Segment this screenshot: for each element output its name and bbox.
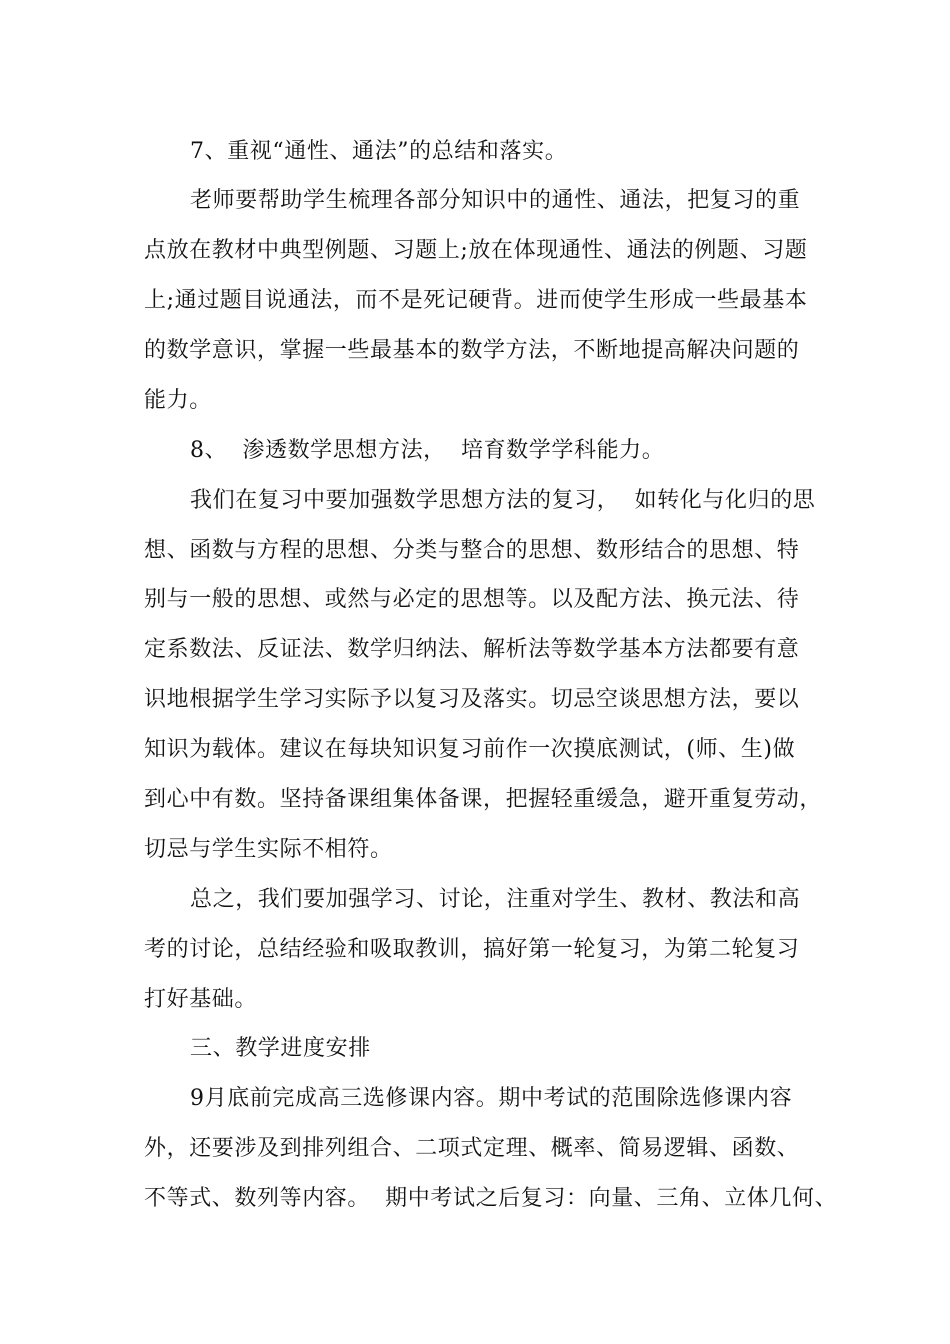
paragraph-line: 总之，我们要加强学习、讨论，注重对学生、教材、教法和高 — [190, 887, 801, 912]
paragraph-line: 老师要帮助学生梳理各部分知识中的通性、通法，把复习的重 — [190, 188, 801, 213]
paragraph-line: 考的讨论，总结经验和吸取教训，搞好第一轮复习，为第二轮复习 — [144, 937, 800, 962]
paragraph-line: 打好基础。 — [144, 987, 258, 1012]
paragraph-line: 不等式、数列等内容。 期中考试之后复习：向量、三角、立体几何、 — [144, 1186, 838, 1211]
paragraph-line: 定系数法、反证法、数学归纳法、解析法等数学基本方法都要有意 — [144, 637, 800, 662]
heading-7: 7、重视“通性、通法”的总结和落实。 — [190, 139, 568, 164]
paragraph-line: 9月底前完成高三选修课内容。期中考试的范围除选修课内容 — [190, 1086, 793, 1111]
paragraph-line: 别与一般的思想、或然与必定的思想等。以及配方法、换元法、待 — [144, 587, 800, 612]
paragraph-line: 知识为载体。建议在每块知识复习前作一次摸底测试，(师、生)做 — [144, 737, 796, 762]
paragraph-line: 上;通过题目说通法，而不是死记硬背。进而使学生形成一些最基本 — [144, 288, 808, 313]
section-heading: 三、教学进度安排 — [190, 1036, 371, 1061]
paragraph-line: 能力。 — [144, 388, 212, 413]
paragraph-line: 外，还要涉及到排列组合、二项式定理、概率、简易逻辑、函数、 — [144, 1136, 800, 1161]
paragraph-line: 到心中有数。坚持备课组集体备课，把握轻重缓急，避开重复劳动， — [144, 787, 823, 812]
paragraph-line: 点放在教材中典型例题、习题上;放在体现通性、通法的例题、习题 — [144, 238, 808, 263]
paragraph-line: 识地根据学生学习实际予以复习及落实。切忌空谈思想方法，要以 — [144, 687, 800, 712]
paragraph-line: 切忌与学生实际不相符。 — [144, 837, 393, 862]
paragraph-line: 的数学意识，掌握一些最基本的数学方法，不断地提高解决问题的 — [144, 338, 800, 363]
heading-8: 8、 渗透数学思想方法， 培育数学学科能力。 — [190, 438, 665, 463]
paragraph-line: 我们在复习中要加强数学思想方法的复习， 如转化与化归的思 — [190, 488, 816, 513]
paragraph-line: 想、函数与方程的思想、分类与整合的思想、数形结合的思想、特 — [144, 538, 800, 563]
